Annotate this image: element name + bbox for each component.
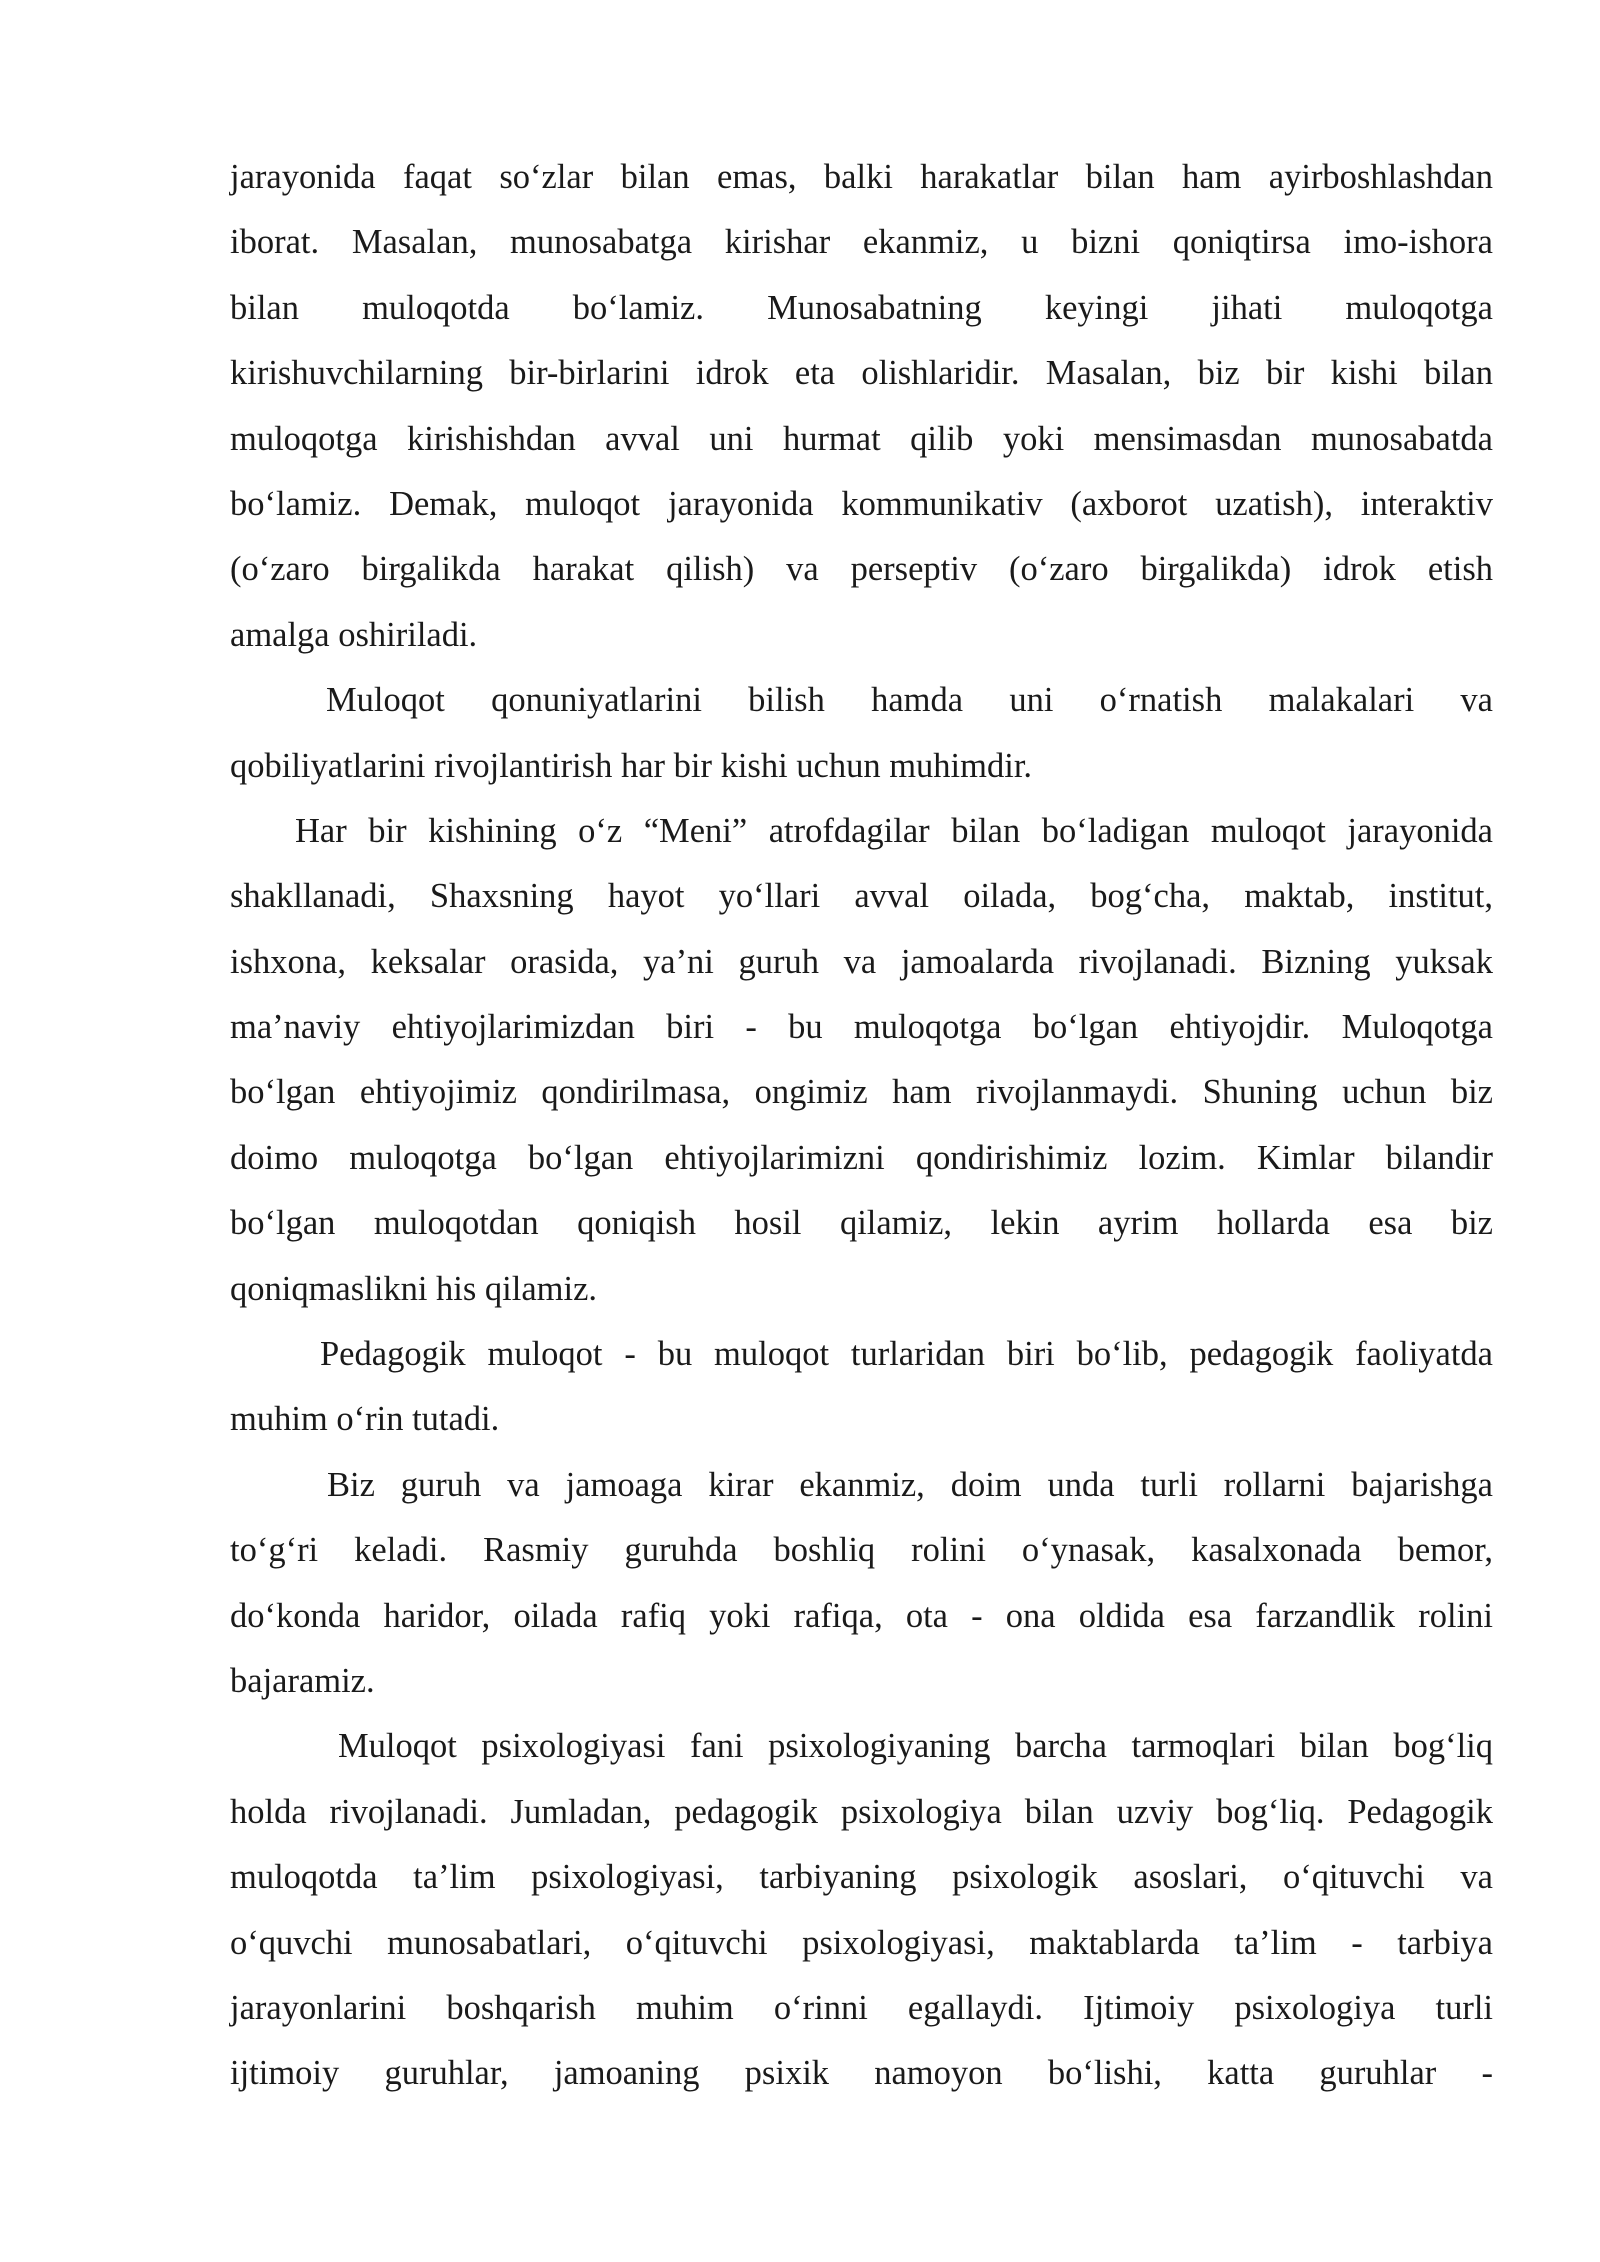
paragraph-5 <box>230 1453 1493 1715</box>
text-line: shakllanadi, Shaxsning hayot yo‘llari avval oilada, bog‘cha, maktab, institut, <box>230 877 1493 916</box>
text-line: holda rivojlanadi. Jumladan, pedagogik psixologiya bilan uzviy bog‘liq. Pedagogik <box>230 1792 1493 1831</box>
text-line: Muloqot qonuniyatlarini bilish hamda uni o‘rnatish malakalari va <box>326 681 1493 720</box>
text-line: bo‘lgan ehtiyojimiz qondirilmasa, ongimiz ham rivojlanmaydi. Shuning uchun biz <box>230 1073 1493 1112</box>
text-line: qoniqmaslikni his qilamiz. <box>230 1269 598 1308</box>
text-line: do‘konda haridor, oilada rafiq yoki rafiqa, ota - ona oldida esa farzandlik rolini <box>230 1596 1493 1635</box>
text-line: qobiliyatlarini rivojlantirish har bir kishi uchun muhimdir. <box>230 746 1033 785</box>
text-line: Har bir kishining o‘z “Meni” atrofdagilar bilan bo‘ladigan muloqot jarayonida <box>295 811 1493 850</box>
text-line: ijtimoiy guruhlar, jamoaning psixik namoyon bo‘lishi, katta guruhlar - <box>230 2054 1493 2093</box>
text-line: muloqotga kirishishdan avval uni hurmat qilib yoki mensimasdan munosabatda <box>230 419 1493 458</box>
paragraph-4 <box>230 1322 1493 1453</box>
paragraph-2 <box>230 668 1493 799</box>
text-line: bo‘lgan muloqotdan qoniqish hosil qilamiz, lekin ayrim hollarda esa biz <box>230 1204 1493 1243</box>
paragraph-3 <box>230 799 1493 1322</box>
text-line: o‘quvchi munosabatlari, o‘qituvchi psixologiyasi, maktablarda ta’lim - tarbiya <box>230 1923 1493 1962</box>
text-line: (o‘zaro birgalikda harakat qilish) va perseptiv (o‘zaro birgalikda) idrok etish <box>230 550 1493 589</box>
text-line: Biz guruh va jamoaga kirar ekanmiz, doim unda turli rollarni bajarishga <box>327 1465 1493 1504</box>
text-line: to‘g‘ri keladi. Rasmiy guruhda boshliq rolini o‘ynasak, kasalxonada bemor, <box>230 1531 1493 1570</box>
text-line: kirishuvchilarning bir-birlarini idrok eta olishlaridir. Masalan, biz bir kishi bilan <box>230 354 1493 393</box>
text-line: amalga oshiriladi. <box>230 615 478 654</box>
text-line: ma’naviy ehtiyojlarimizdan biri - bu muloqotga bo‘lgan ehtiyojdir. Muloqotga <box>230 1008 1493 1047</box>
text-line: Pedagogik muloqot - bu muloqot turlaridan biri bo‘lib, pedagogik faoliyatda <box>320 1335 1493 1374</box>
document-body <box>230 145 1493 2107</box>
text-line: iborat. Masalan, munosabatga kirishar ekanmiz, u bizni qoniqtirsa imo-ishora <box>230 223 1493 262</box>
text-line: muhim o‘rin tutadi. <box>230 1400 500 1439</box>
paragraph-1 <box>230 145 1493 668</box>
text-line: doimo muloqotga bo‘lgan ehtiyojlarimizni qondirishimiz lozim. Kimlar bilandir <box>230 1138 1493 1177</box>
paragraph-6 <box>230 1714 1493 2106</box>
text-line: bo‘lamiz. Demak, muloqot jarayonida kommunikativ (axborot uzatish), interaktiv <box>230 484 1493 523</box>
text-line: jarayonida faqat so‘zlar bilan emas, balki harakatlar bilan ham ayirboshlashdan <box>230 158 1493 196</box>
text-line: bajaramiz. <box>230 1661 375 1700</box>
text-line: bilan muloqotda bo‘lamiz. Munosabatning keyingi jihati muloqotga <box>230 288 1493 327</box>
text-line: Muloqot psixologiyasi fani psixologiyaning barcha tarmoqlari bilan bog‘liq <box>338 1727 1493 1766</box>
text-line: muloqotda ta’lim psixologiyasi, tarbiyaning psixologik asoslari, o‘qituvchi va <box>230 1858 1493 1897</box>
text-line: ishxona, keksalar orasida, ya’ni guruh va jamoalarda rivojlanadi. Bizning yuksak <box>230 942 1493 981</box>
text-line: jarayonlarini boshqarish muhim o‘rinni egallaydi. Ijtimoiy psixologiya turli <box>230 1988 1493 2027</box>
